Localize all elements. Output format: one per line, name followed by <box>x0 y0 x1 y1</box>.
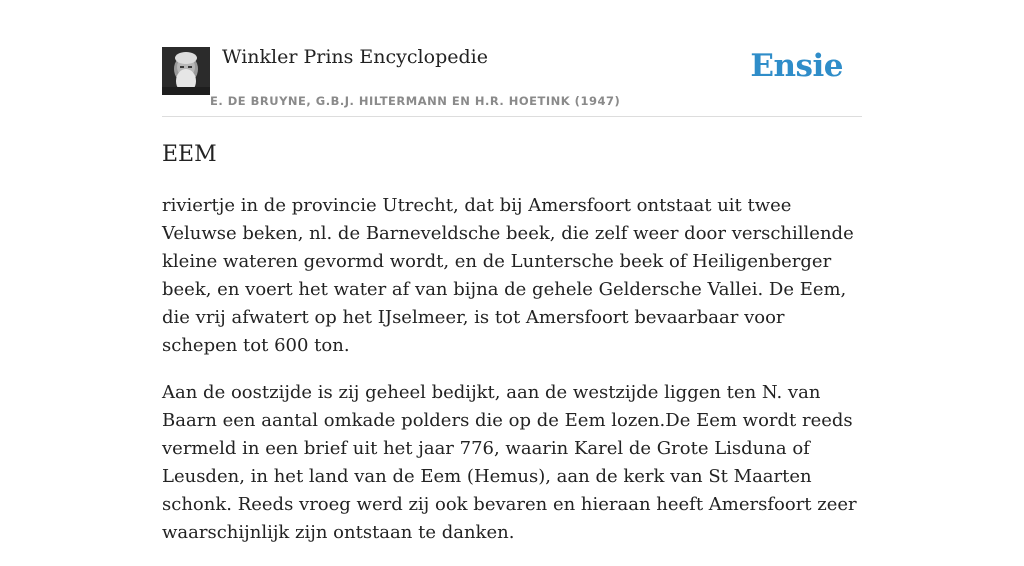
entry-title: EEM <box>162 142 217 167</box>
entry-body <box>162 192 862 566</box>
header <box>162 0 862 117</box>
brand-logo[interactable]: Ensie <box>750 48 843 84</box>
author-portrait-icon <box>162 47 210 95</box>
authors-line: E. DE BRUYNE, G.B.J. HILTERMANN EN H.R. HOETINK (1947) <box>210 94 621 108</box>
page <box>162 0 862 543</box>
book-title[interactable]: Winkler Prins Encyclopedie <box>222 46 488 68</box>
entry-paragraph: riviertje in de provincie Utrecht, dat bij Amersfoort ontstaat uit twee Veluwse beken, nl. de Barneveldsche beek, die zelf weer door verschillende kleine wateren gevormd wordt, en de Luntersche beek of Heiligenberger beek, en voert het water af van bijna de gehele Geldersche Vallei. De Eem, die vrij afwatert op het IJselmeer, is tot Amersfoort bevaarbaar voor schepen tot 600 ton. <box>162 195 854 356</box>
entry-paragraph: Aan de oostzijde is zij geheel bedijkt, aan de westzijde liggen ten N. van Baarn een aantal omkade polders die op de Eem lozen.De Eem wordt reeds vermeld in een brief uit het jaar 776, waarin Karel de Grote Lisduna of Leusden, in het land van de Eem (Hemus), aan de kerk van St Maarten schonk. Reeds vroeg werd zij ook bevaren en hieraan heeft Amersfoort zeer waarschijnlijk zijn ontstaan te danken. <box>162 382 857 543</box>
